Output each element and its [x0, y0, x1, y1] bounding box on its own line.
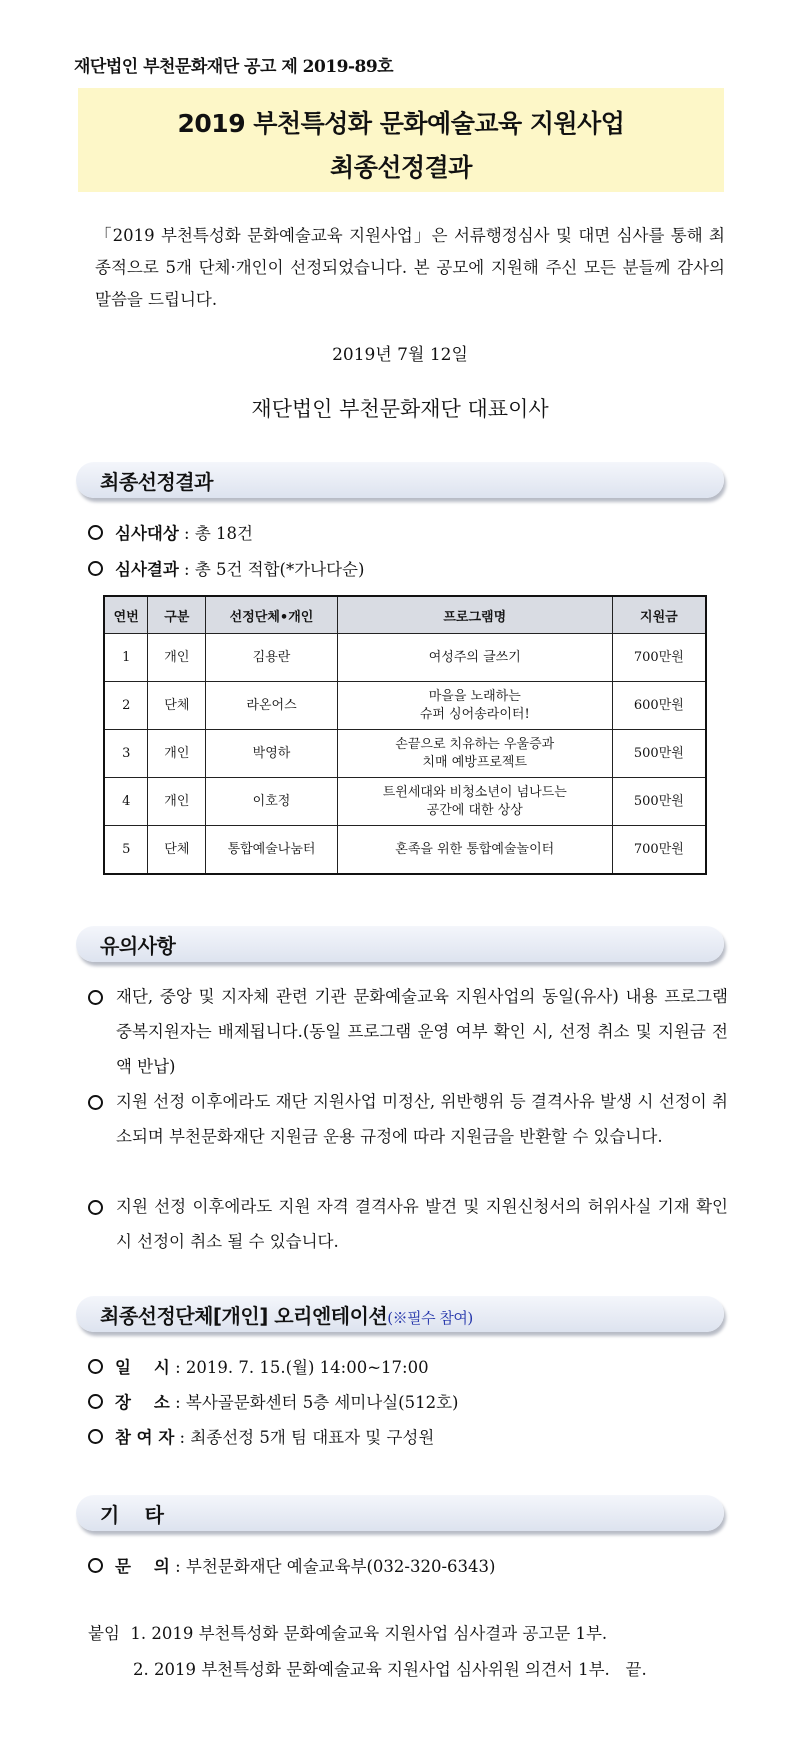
col-header-type: 구분 — [148, 596, 206, 634]
cell-no: 2 — [104, 682, 148, 730]
cell-program — [337, 778, 612, 826]
contact-value: : 부천문화재단 예술교육부(032-320-6343) — [169, 1557, 496, 1576]
review-target-value: : 총 18건 — [178, 524, 253, 543]
section-header-notes — [76, 926, 724, 966]
circle-bullet-icon — [88, 525, 103, 540]
cell-name: 박영하 — [206, 730, 338, 778]
cell-program — [337, 730, 612, 778]
section-title — [100, 1300, 473, 1329]
cell-program — [337, 682, 612, 730]
cell-amount: 500만원 — [612, 730, 706, 778]
program-line-2: 치매 예방프로젝트 — [422, 754, 528, 770]
notice-number: 재단법인 부천문화재단 공고 제 2019-89호 — [74, 57, 394, 77]
section-title: 유의사항 — [100, 934, 176, 958]
circle-bullet-icon — [88, 990, 103, 1005]
orientation-date-value: : 2019. 7. 15.(월) 14:00~17:00 — [169, 1358, 429, 1377]
circle-bullet-icon — [88, 1394, 103, 1409]
circle-bullet-icon — [88, 561, 103, 576]
title-box — [78, 88, 724, 192]
page-title: 2019 부천특성화 문화예술교육 지원사업 — [177, 109, 625, 138]
orientation-date-line — [88, 1354, 429, 1378]
program-line: 혼족을 위한 통합예술놀이터 — [395, 841, 555, 857]
cell-no: 5 — [104, 826, 148, 875]
program-line: 여성주의 글쓰기 — [428, 649, 521, 665]
orientation-place-label: 장 소 — [115, 1393, 170, 1412]
section-header-etc — [76, 1495, 724, 1535]
review-result-line — [88, 556, 364, 580]
cell-type: 단체 — [148, 826, 206, 875]
attachment-line-2: 2. 2019 부천특성화 문화예술교육 지원사업 심사위원 의견서 1부. 끝. — [133, 1660, 647, 1679]
program-line-2: 공간에 대한 상상 — [426, 802, 523, 818]
cell-type: 단체 — [148, 682, 206, 730]
cell-type: 개인 — [148, 778, 206, 826]
notice-date: 2019년 7월 12일 — [332, 345, 468, 365]
results-table — [103, 595, 707, 875]
orientation-place-value: : 복사골문화센터 5층 세미나실(512호) — [169, 1393, 459, 1412]
signer: 재단법인 부천문화재단 대표이사 — [251, 397, 549, 421]
col-header-program: 프로그램명 — [337, 596, 612, 634]
circle-bullet-icon — [88, 1359, 103, 1374]
required-note: (※필수 참여) — [387, 1309, 473, 1327]
review-result-value: : 총 5건 적합(*가나다순) — [178, 560, 365, 579]
table-row — [104, 682, 706, 730]
section-title: 기 타 — [100, 1503, 164, 1527]
table-row — [104, 634, 706, 682]
section-header-results — [76, 462, 724, 502]
contact-label: 문 의 — [115, 1557, 170, 1576]
circle-bullet-icon — [88, 1429, 103, 1444]
cell-name: 이호정 — [206, 778, 338, 826]
program-line: 손끝으로 치유하는 우울증과 — [395, 736, 555, 752]
table-row — [104, 826, 706, 875]
cell-type: 개인 — [148, 730, 206, 778]
review-target-label: 심사대상 — [115, 524, 179, 543]
orientation-attendee-line — [88, 1424, 434, 1448]
cell-amount: 500만원 — [612, 778, 706, 826]
program-line: 마을을 노래하는 — [428, 688, 521, 704]
cell-amount: 600만원 — [612, 682, 706, 730]
orientation-heading: 최종선정단체[개인] 오리엔테이션 — [100, 1304, 388, 1328]
note-item — [88, 1189, 728, 1259]
cell-no: 3 — [104, 730, 148, 778]
program-line: 트윈세대와 비청소년이 넘나드는 — [382, 784, 567, 800]
orientation-place-line — [88, 1389, 458, 1413]
page-subtitle: 최종선정결과 — [330, 153, 472, 182]
note-item — [88, 979, 728, 1084]
circle-bullet-icon — [88, 1558, 103, 1573]
cell-amount: 700만원 — [612, 826, 706, 875]
intro-paragraph: 「2019 부천특성화 문화예술교육 지원사업」은 서류행정심사 및 대면 심사를 통해 최종적으로 5개 단체·개인이 선정되었습니다. 본 공모에 지원해 주신 모든 분들께 감사의 말씀을 드립니다. — [95, 226, 725, 309]
orientation-date-label: 일 시 — [115, 1358, 170, 1377]
note-text: 재단, 중앙 및 지자체 관련 기관 문화예술교육 지원사업의 동일(유사) 내용 프로그램 중복지원자는 배제됩니다.(동일 프로그램 운영 여부 확인 시, 선정 취소 및 지원금 전액 반납) — [116, 987, 728, 1076]
circle-bullet-icon — [88, 1200, 103, 1215]
cell-program — [337, 634, 612, 682]
cell-amount: 700만원 — [612, 634, 706, 682]
cell-type: 개인 — [148, 634, 206, 682]
section-header-orientation — [76, 1296, 724, 1336]
col-header-name: 선정단체•개인 — [206, 596, 338, 634]
orientation-attendee-label: 참 여 자 — [115, 1428, 175, 1447]
section-bar — [76, 1495, 724, 1531]
col-header-no: 연번 — [104, 596, 148, 634]
table-header-row — [104, 596, 706, 634]
cell-no: 1 — [104, 634, 148, 682]
contact-line — [88, 1553, 496, 1577]
section-title: 최종선정결과 — [100, 470, 213, 494]
circle-bullet-icon — [88, 1095, 103, 1110]
review-target-line — [88, 520, 253, 544]
note-text: 지원 선정 이후에라도 재단 지원사업 미정산, 위반행위 등 결격사유 발생 시 선정이 취소되며 부천문화재단 지원금 운용 규정에 따라 지원금을 반환할 수 있습니다. — [116, 1092, 728, 1146]
note-text: 지원 선정 이후에라도 지원 자격 결격사유 발견 및 지원신청서의 허위사실 기재 확인 시 선정이 취소 될 수 있습니다. — [116, 1197, 728, 1251]
table-row — [104, 778, 706, 826]
cell-program — [337, 826, 612, 875]
col-header-amount: 지원금 — [612, 596, 706, 634]
review-result-label: 심사결과 — [115, 560, 179, 579]
cell-no: 4 — [104, 778, 148, 826]
table-row — [104, 730, 706, 778]
program-line-2: 슈퍼 싱어송라이터! — [419, 706, 530, 722]
attachment-line-1: 붙임 1. 2019 부천특성화 문화예술교육 지원사업 심사결과 공고문 1부. — [88, 1624, 608, 1643]
orientation-attendee-value: : 최종선정 5개 팀 대표자 및 구성원 — [174, 1428, 435, 1447]
cell-name: 통합예술나눔터 — [206, 826, 338, 875]
cell-name: 김용란 — [206, 634, 338, 682]
note-item — [88, 1084, 728, 1154]
cell-name: 라온어스 — [206, 682, 338, 730]
